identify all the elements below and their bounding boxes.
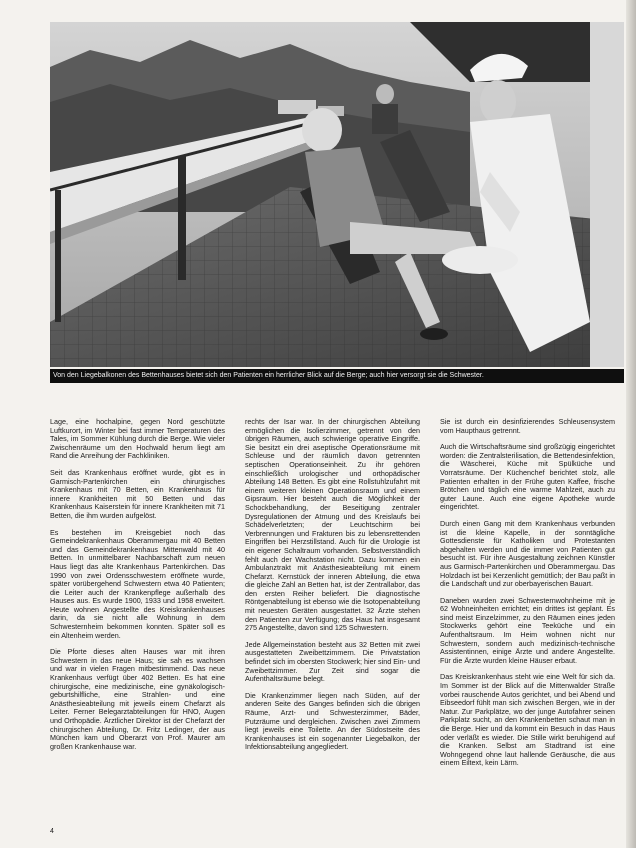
paragraph: Sie ist durch ein desinfizierendes Schleusensystem vom Haupthaus getrennt. — [440, 418, 615, 435]
paragraph: Seit das Krankenhaus eröffnet wurde, gibt es in Garmisch-Partenkirchen ein chirurgisches Krankenhaus mit 70 Betten, ein Krankenhaus für innere Krankheiten mit 50 Betten und das Krankenhaus Kaiserstein für innere Krankheiten mit 71 Betten, die ihm wurden aufgelöst. — [50, 467, 225, 520]
photo-caption: Von den Liegebalkonen des Bettenhauses bietet sich den Patienten ein herrlicher Blick auf die Berge; auch hier versorgt sie die Schwester. — [50, 369, 624, 383]
paragraph: Lage, eine hochalpine, gegen Nord geschützte Luftkurort, im Winter bei fast immer Temperaturen des Tales, im Sommer Kühlung durch die Berge. Wie vieler Zwischenräume um den Hochwald herum liegt am Rand die Anreihung der Fachkliniken. — [50, 418, 225, 461]
column-3 — [440, 418, 615, 828]
paragraph: Jede Allgemeinstation besteht aus 32 Betten mit zwei ausgestatteten Zweibettzimmern. Die Privatstation befindet sich im obersten Stockwerk; hier sind Ein- und Zweibettzimmer. Zur Zeit sind sogar die Aufenthaltsräume belegt. — [245, 639, 420, 684]
page-number: 4 — [50, 828, 54, 835]
paragraph: Durch einen Gang mit dem Krankenhaus verbunden ist die kleine Kapelle, in der sonntägliche Gottesdienste für Katholiken und Protestanten abgehalten werden und die immer von Patienten gut besucht ist. Für ihre Ausgestaltung zeichnen Künstler aus Garmisch-Partenkirchen und Oberammergau. Das Holzdach ist bei Kerzenlicht gemütlich; der Bau paßt in die Landschaft und zur oberbayerischen Bauart. — [440, 518, 615, 589]
article-body — [50, 418, 616, 828]
paragraph: Das Kreiskrankenhaus steht wie eine Welt für sich da. Im Sommer ist der Blick auf die Mittenwalder Straße vorbei rauschende Autos gerichtet, und bei Abend und Eibseedorf fühlt man sich zwischen Bergen, wie in der Natur. Zur Parkplätze, wo der junge Autofahrer seinen Parkplatz sucht, an den Krankenbetten schaut man in die Berge. Hier und da kommt ein Besuch in das Haus oder verläßt es wieder. Die Stille wirkt beruhigend auf die Kranken. Selbst am Stadtrand ist eine Wohngegend ohne laut hallende Geräusche, die aus einem Eiltext, kein Lärm. — [440, 672, 615, 768]
column-2 — [245, 418, 420, 828]
page-edge — [626, 0, 636, 848]
balcony-photo — [50, 22, 624, 367]
paragraph: rechts der Isar war. In der chirurgischen Abteilung ermöglichen die Isolierzimmer, getrennt von den übrigen Räumen, auch schwierige operative Eingriffe. Sie besitzt ein drei aseptische Operationsräume mit Schleuse und der räumlich davon getrennten septischen Operationseinheit. Zu ihr gehören einschließlich urologischer und orthopädischer Abteilung 148 Betten. Es gibt eine Rollstuhlzufahrt mit einem weiteren kleinen Operationsraum und einem Gipsraum. Hier besteht auch die Möglichkeit der Schockbehandlung, der Beseitigung zentraler Dysregulationen der Atmung und des Kreislaufs bei Schädelverletzten; der Leuchtschirm bei Verbrennungen und Frakturen bis zu lebensrettenden Eingriffen bei Herzstillstand. Auch für die Urologie ist ein eigener Schaltraum vorhanden. Selbstverständlich fehlt auch der Wachstation nicht. Dazu kommen ein Ambulanztrakt mit Anästhesieabteilung mit einem Chefarzt. Kernstück der inneren Abteilung, die etwa die gleiche Zahl an Betten hat, ist der Zentrallabor, das den ersten Reiher beliefert. Die diagnostische Röntgenabteilung ist ebenso wie die Isotopenabteilung mit neuesten Geräten ausgestattet. 32 Ärzte stehen den Patienten zur Verfügung; das Haus hat insgesamt 275 Angestellte, davon sind 125 Schwestern. — [245, 418, 420, 633]
paragraph: Die Krankenzimmer liegen nach Süden, auf der anderen Seite des Ganges befinden sich die übrigen Räume, Arzt- und Schwesterzimmer, Bäder, Putzräume und dergleichen. Zwischen zwei Zimmern liegt jeweils eine Toilette. An der Südostseite des Krankenhauses ist ein sogenannter Liegebalkon, der Infektionsabteilung angegliedert. — [245, 690, 420, 752]
paragraph: Die Pforte dieses alten Hauses war mit ihren Schwestern in das neue Haus; sie sah es wachsen und war in vielen Fragen mitbestimmend. Das neue Krankenhaus verfügt über 402 Betten. Es hat eine chirurgische, eine medizinische, eine gynäkologisch-geburtshilfliche, eine Strahlen- und eine Anästhesieabteilung mit jeweils einem Chefarzt als Leiter. Ferner Belegarztabteilungen für HNO, Augen und Orthopädie. Ärztlicher Direktor ist der Chefarzt der chirurgischen Abteilung, Dr. Fritz Ledinger, der aus München kam und Oberarzt von Prof. Maurer am großen Krankenhause war. — [50, 647, 225, 751]
paragraph: Es bestehen im Kreisgebiet noch das Gemeindekrankenhaus Oberammergau mit 40 Betten und das Gemeindekrankenhaus Mittenwald mit 40 Betten. In unmittelbarer Nachbarschaft zum neuen Haus liegt das alte Krankenhaus Partenkirchen. Das 1990 von zwei Ordensschwestern eröffnete wurde, später vorübergehend Schwestern etwa 40 Patienten; die Leiter auch der Krankenpflege außerhalb des Hauses aus. Es wurde 1900, 1933 und 1958 erweitert. Heute wohnen Angestellte des Kreiskrankenhauses darin, da sie nicht alle Wohnung in dem Schwesternheim bekommen konnten. Später soll es ein Altenheim werden. — [50, 527, 225, 640]
paragraph: Daneben wurden zwei Schwesternwohnheime mit je 62 Wohneinheiten errichtet; ein drittes ist geplant. Es sind meist Einzelzimmer, zu den Räumen eines jeden Stockwerks gehört eine Teeküche und ein Aufenthaltsraum. Im Heim wohnen nicht nur Schwestern, sondern auch medizinisch-technische Assistentinnen, einige Ärzte und andere Angestellte. Für die Ärzte wurden kleine Häuser erbaut. — [440, 595, 615, 665]
paragraph: Auch die Wirtschaftsräume sind großzügig eingerichtet worden: die Zentralsterilisation, die Bettendesinfektion, die Wäscherei, Küche mit Spülküche und Vorratsräume. Der Küchenchef berichtet stolz, alle Patienten erhalten in der Frühe guten Kaffee, frische Brötchen und täglich eine warme Mahlzeit, auch zu guter Laune. Auch eine eigene Apotheke wurde eingerichtet. — [440, 442, 615, 512]
column-1 — [50, 418, 225, 828]
